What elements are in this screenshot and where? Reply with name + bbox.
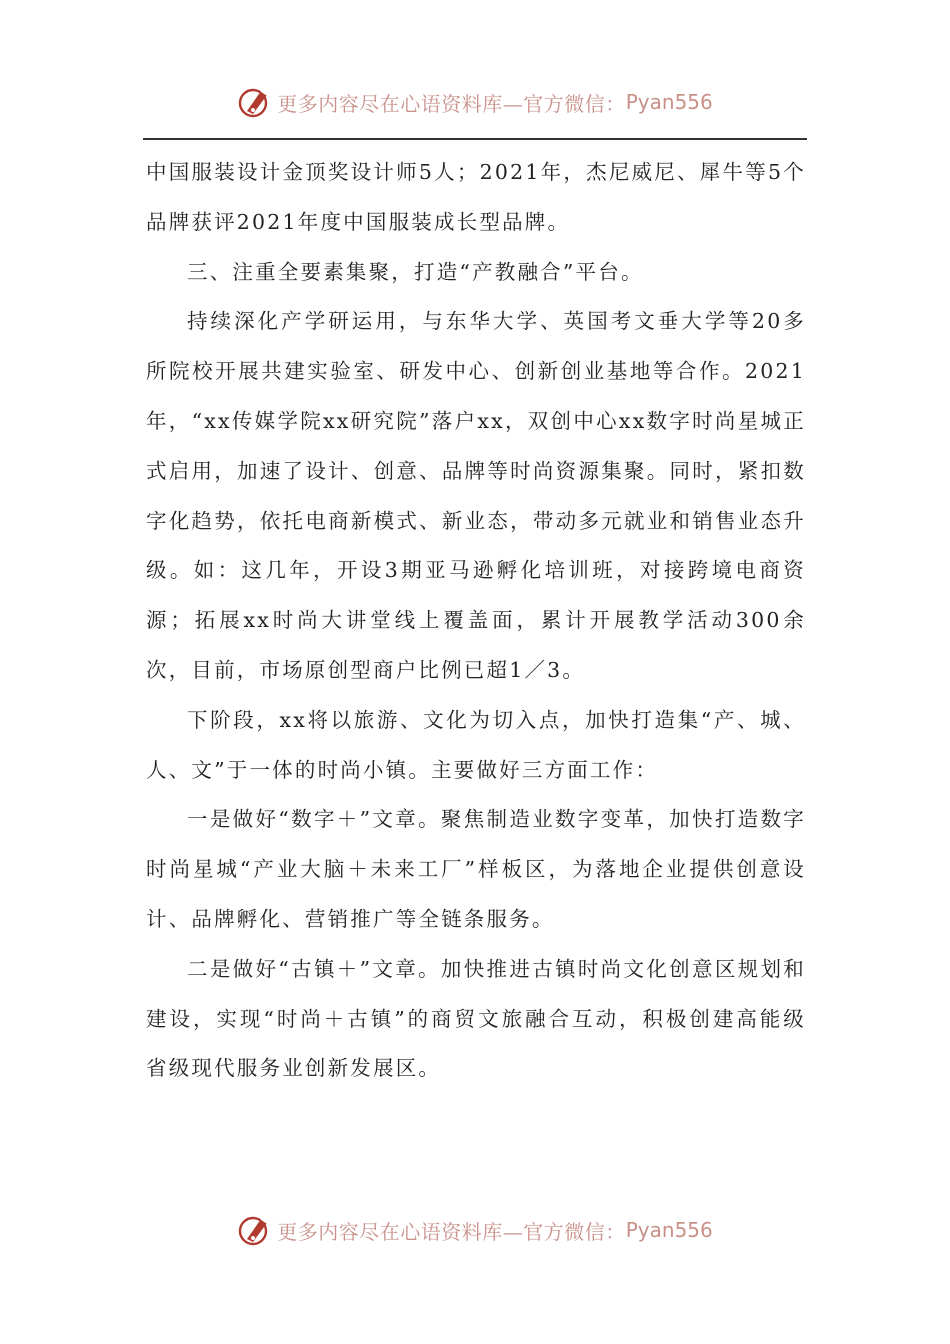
footer-banner xyxy=(0,1210,950,1250)
pen-nib-icon xyxy=(237,1212,273,1248)
document-body xyxy=(146,148,806,1094)
banner-text: 更多内容尽在心语资料库—官方微信： xyxy=(277,1219,626,1244)
banner-text: 更多内容尽在心语资料库—官方微信： xyxy=(277,91,626,116)
paragraph: 中国服装设计金顶奖设计师5人；2021年，杰尼威尼、犀牛等5个品牌获评2021年度中国服装成长型品牌。 xyxy=(146,160,806,234)
wechat-id: Pyan556 xyxy=(625,90,713,114)
header-banner xyxy=(0,82,950,122)
header-divider xyxy=(143,138,807,140)
section-heading: 三、注重全要素集聚，打造“产教融合”平台。 xyxy=(187,259,644,284)
pen-nib-icon xyxy=(237,84,273,120)
paragraph: 持续深化产学研运用，与东华大学、英国考文垂大学等20多所院校开展共建实验室、研发中心、创新创业基地等合作。2021年，“xx传媒学院xx研究院”落户xx，双创中心xx数字时尚星城正式启用，加速了设计、创意、品牌等时尚资源集聚。同时，紧扣数字化趋势，依托电商新模式、新业态，带动多元就业和销售业态升级。如：这几年，开设3期亚马逊孵化培训班，对接跨境电商资源；拓展xx时尚大讲堂线上覆盖面，累计开展教学活动300余次，目前，市场原创型商户比例已超1／3。 xyxy=(146,309,806,682)
paragraph: 一是做好“数字＋”文章。聚焦制造业数字变革，加快打造数字时尚星城“产业大脑＋未来工厂”样板区，为落地企业提供创意设计、品牌孵化、营销推广等全链条服务。 xyxy=(146,807,806,931)
paragraph: 下阶段，xx将以旅游、文化为切入点，加快打造集“产、城、人、文”于一体的时尚小镇。主要做好三方面工作： xyxy=(146,707,806,782)
wechat-id: Pyan556 xyxy=(625,1218,713,1242)
paragraph: 二是做好“古镇＋”文章。加快推进古镇时尚文化创意区规划和建设，实现“时尚＋古镇”的商贸文旅融合互动，积极创建高能级省级现代服务业创新发展区。 xyxy=(146,956,806,1081)
